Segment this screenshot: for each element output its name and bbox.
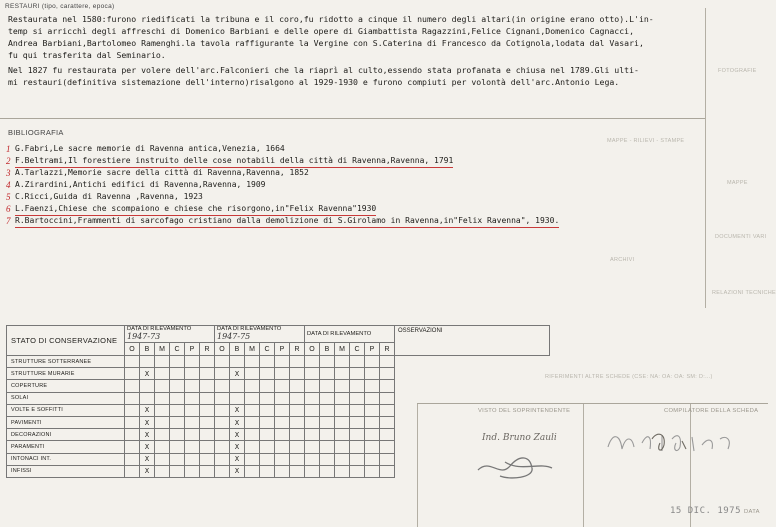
condition-cell [335,368,350,380]
condition-cell [215,392,230,404]
entry-text: L.Faenzi,Chiese che scompaiono e chiese che risorgono,in"Felix Ravenna"1930 [15,203,376,216]
column-header: M [155,343,170,356]
condition-cell [125,392,140,404]
entry-number: 5 [6,192,11,202]
condition-cell [365,465,380,477]
condition-cell [200,368,215,380]
condition-cell [335,392,350,404]
entry-text: A.Zirardini,Antichi edifici di Ravenna,Ravenna, 1909 [15,180,266,189]
entry-number: 6 [6,204,11,214]
condition-cell [380,465,395,477]
condition-cell [260,380,275,392]
survey-date-label: DATA DI RILEVAMENTO [307,330,372,337]
condition-cell [275,429,290,441]
condition-cell [125,429,140,441]
condition-cell [290,392,305,404]
table-row [7,416,550,428]
condition-cell [275,392,290,404]
restauri-line: Nel 1827 fu restaurata per volere dell'arc.Falconieri che la riaprì al culto,essendo stata profanata e chiusa nel 1789.Gli ulti- [8,65,639,75]
condition-cell [335,429,350,441]
condition-cell [185,441,200,453]
condition-cell [155,465,170,477]
mappe-label: MAPPE - RILIEVI - STAMPE [607,138,685,144]
condition-cell [275,441,290,453]
condition-cell [290,356,305,368]
condition-cell [335,356,350,368]
restauri-label: RESTAURI (tipo, carattere, epoca) [5,3,115,10]
condition-cell [215,416,230,428]
condition-cell [305,380,320,392]
condition-cell [185,429,200,441]
scheda-date: 15 DIC. 1975 [670,506,742,516]
entry-number: 4 [6,180,11,190]
condition-cell [335,453,350,465]
visto-label: VISTO DEL SOPRINTENDENTE [478,408,571,414]
entry-text: C.Ricci,Guida di Ravenna ,Ravenna, 1923 [15,192,203,201]
condition-cell [170,453,185,465]
condition-cell [185,453,200,465]
condition-cell [185,404,200,416]
condition-cell [125,441,140,453]
condition-cell [185,380,200,392]
column-header: B [320,343,335,356]
condition-cell [245,392,260,404]
condition-cell: X [230,416,245,428]
row-label: PAVIMENTI [7,416,125,428]
restauri-line: Andrea Barbiani,Bartolomeo Ramenghi.la tavola raffigurante la Vergine con S.Caterina di Francesco da Cotignola,lodata dal Vasari, [8,38,644,48]
condition-cell [230,356,245,368]
condition-cell [125,380,140,392]
column-header: P [185,343,200,356]
condition-cell [170,404,185,416]
condition-cell [125,416,140,428]
condition-cell [245,453,260,465]
survey-date-1: 1947-73 [127,332,161,341]
condition-cell [350,380,365,392]
condition-cell [155,404,170,416]
column-header: P [365,343,380,356]
condition-cell [320,465,335,477]
bibliografia-label: BIBLIOGRAFIA [8,128,64,137]
condition-cell: X [230,404,245,416]
table-row [7,429,550,441]
column-header: C [350,343,365,356]
entry-text: R.Bartoccini,Frammenti di sarcofago cristiano dalla demolizione di S.Girolamo in Ravenna,in"Felix Ravenna", 1930. [15,215,559,228]
condition-cell [350,453,365,465]
condition-cell [260,404,275,416]
condition-cell [380,441,395,453]
condition-cell [290,380,305,392]
condition-cell [290,368,305,380]
table-row [7,441,550,453]
condition-cell [305,368,320,380]
condition-cell [260,416,275,428]
condition-cell [350,441,365,453]
column-header: O [215,343,230,356]
condition-cell [185,392,200,404]
osservazioni-label: OSSERVAZIONI [395,326,550,356]
condition-cell [215,380,230,392]
condition-cell [365,429,380,441]
row-label: DECORAZIONI [7,429,125,441]
condition-cell [305,465,320,477]
right-margin-rule [705,8,706,308]
condition-cell [335,416,350,428]
condition-cell [185,416,200,428]
condition-cell [200,380,215,392]
archivi-label: ARCHIVI [610,257,635,263]
entry-number: 7 [6,216,11,226]
condition-cell [365,416,380,428]
condition-cell [260,368,275,380]
condition-cell [140,392,155,404]
condition-cell [215,441,230,453]
column-header: R [380,343,395,356]
condition-cell [200,429,215,441]
row-label: STRUTTURE MURARIE [7,368,125,380]
condition-cell [170,416,185,428]
survey-date-label: DATA DI RILEVAMENTO [127,326,192,332]
fotografie-label: FOTOGRAFIE [718,68,757,74]
condition-cell [215,465,230,477]
condition-cell [245,356,260,368]
entry-number: 3 [6,168,11,178]
condition-cell [215,356,230,368]
condition-cell [200,356,215,368]
condition-cell [170,392,185,404]
condition-cell [380,356,395,368]
condition-cell [245,404,260,416]
entry-text: F.Beltrami,Il forestiere instruito delle cose notabili della città di Ravenna,Ravenna, 1791 [15,155,453,168]
restauri-line: fu qui trasferita dal Seminario. [8,50,166,60]
entry-text: A.Tarlazzi,Memorie sacre della città di Ravenna,Ravenna, 1852 [15,168,309,177]
condition-cell [200,453,215,465]
entry-text: G.Fabri,Le sacre memorie di Ravenna antica,Venezia, 1664 [15,144,285,153]
condition-cell [380,404,395,416]
condition-cell [215,429,230,441]
condition-cell [230,392,245,404]
condition-cell [155,392,170,404]
condition-cell [215,453,230,465]
condition-cell [365,368,380,380]
condition-cell [170,429,185,441]
condition-cell [155,429,170,441]
row-label: SOLAI [7,392,125,404]
row-label: STRUTTURE SOTTERRANEE [7,356,125,368]
section-divider [0,118,705,119]
footer-divider [583,403,584,527]
condition-cell [275,404,290,416]
condition-cell: X [140,368,155,380]
condition-cell [305,392,320,404]
condition-cell [185,356,200,368]
condition-cell [380,392,395,404]
condition-cell [140,380,155,392]
condition-cell [350,416,365,428]
column-header: M [335,343,350,356]
condition-cell [320,404,335,416]
condition-cell [380,453,395,465]
condition-cell [215,404,230,416]
table-row [7,404,550,416]
condition-cell [365,380,380,392]
condition-cell [230,380,245,392]
condition-cell [335,441,350,453]
condition-cell [155,368,170,380]
entry-number: 2 [6,156,11,166]
condition-cell [290,416,305,428]
condition-cell [155,380,170,392]
condition-cell [200,416,215,428]
condition-cell [335,404,350,416]
condition-cell [305,356,320,368]
condition-cell [200,404,215,416]
condition-cell [125,453,140,465]
condition-cell [215,368,230,380]
condition-cell [245,416,260,428]
mappe-side-label: MAPPE [727,180,748,186]
condition-cell [305,441,320,453]
riferimenti-label: RIFERIMENTI ALTRE SCHEDE (CSE: NA: OA: OA: SM: D:...) [545,374,713,380]
column-header: O [125,343,140,356]
condition-cell [245,380,260,392]
table-row [7,356,550,368]
condition-cell [260,429,275,441]
condition-cell [245,441,260,453]
condition-cell [275,356,290,368]
condition-cell [380,380,395,392]
column-header: R [290,343,305,356]
condition-cell: X [140,465,155,477]
condition-cell [260,465,275,477]
condition-cell [125,368,140,380]
condition-cell [200,392,215,404]
footer-divider [417,403,418,527]
condition-cell [185,368,200,380]
table-row [7,368,550,380]
condition-cell [305,453,320,465]
condition-cell: X [140,453,155,465]
condition-cell [320,429,335,441]
condition-cell [275,380,290,392]
condition-cell [275,465,290,477]
condition-cell [365,404,380,416]
condition-cell [350,429,365,441]
condition-cell [335,465,350,477]
condition-cell [365,392,380,404]
compilatore-label: COMPILATORE DELLA SCHEDA [664,408,759,414]
entry-number: 1 [6,144,11,154]
condition-cell [320,356,335,368]
column-header: C [260,343,275,356]
condition-cell [275,453,290,465]
condition-cell [335,380,350,392]
condition-cell [170,380,185,392]
condition-cell: X [230,453,245,465]
condition-cell [380,368,395,380]
condition-cell [245,368,260,380]
condition-cell [305,416,320,428]
condition-cell [320,441,335,453]
condition-cell: X [230,368,245,380]
condition-cell [350,368,365,380]
survey-date-2: 1947-75 [217,332,251,341]
condition-cell [140,356,155,368]
survey-date-label: DATA DI RILEVAMENTO [217,326,282,332]
condition-cell [320,392,335,404]
condition-cell [260,441,275,453]
condition-cell: X [140,404,155,416]
conservation-title: STATO DI CONSERVAZIONE [7,326,125,356]
condition-cell [245,429,260,441]
condition-cell [275,416,290,428]
row-label: VOLTE E SOFFITTI [7,404,125,416]
condition-cell [380,429,395,441]
column-header: M [245,343,260,356]
condition-cell [350,392,365,404]
condition-cell [320,368,335,380]
condition-cell [155,356,170,368]
survey-date-header-3 [305,326,395,343]
condition-cell [290,465,305,477]
column-header: P [275,343,290,356]
column-header: B [230,343,245,356]
condition-cell [170,356,185,368]
condition-cell: X [140,429,155,441]
condition-cell [350,356,365,368]
condition-cell [290,453,305,465]
condition-cell [380,416,395,428]
condition-cell [185,465,200,477]
restauri-line: Restaurata nel 1580:furono riedificati la tribuna e il coro,fu ridotto a cinque il numero degli altari(in origine erano otto).L'in- [8,14,654,24]
row-label: COPERTURE [7,380,125,392]
condition-cell [155,441,170,453]
condition-cell [305,404,320,416]
condition-cell [320,453,335,465]
condition-cell [290,441,305,453]
condition-cell: X [230,441,245,453]
table-row [7,380,550,392]
condition-cell [170,441,185,453]
data-label: DATA [744,509,760,515]
condition-cell [290,404,305,416]
condition-cell [200,465,215,477]
conservation-table [6,325,550,478]
column-header: O [305,343,320,356]
condition-cell [260,392,275,404]
condition-cell [275,368,290,380]
condition-cell [125,465,140,477]
condition-cell: X [230,465,245,477]
condition-cell: X [140,416,155,428]
condition-cell [125,404,140,416]
conservation-rows [7,356,550,478]
row-label: PARAMENTI [7,441,125,453]
footer-top-rule [417,403,768,404]
condition-cell [170,465,185,477]
compilatore-signature [602,425,752,459]
column-header: C [170,343,185,356]
condition-cell [155,453,170,465]
restauri-line: mi restauri(definitiva sistemazione dell'interno)risalgono al 1929-1930 e furono compiuti per volontà dell'arc.Antonio Lega. [8,77,620,87]
condition-cell: X [140,441,155,453]
condition-cell [245,465,260,477]
condition-cell [155,416,170,428]
condition-cell [350,465,365,477]
condition-cell [365,356,380,368]
restauri-line: temp si arricchì degli affreschi di Domenico Barbiani e delle opere di Giambattista Ragazzini,Felice Cignani,Domenico Cagnacci, [8,26,635,36]
column-header: R [200,343,215,356]
condition-cell [320,380,335,392]
survey-date-header-2 [215,326,305,343]
condition-cell [305,429,320,441]
soprintendente-stamp: Ind. Bruno Zauli [482,433,557,443]
table-row [7,465,550,477]
condition-cell [365,453,380,465]
relazioni-label: RELAZIONI TECNICHE [712,290,776,296]
condition-cell [170,368,185,380]
condition-cell [125,356,140,368]
column-header: B [140,343,155,356]
condition-cell [260,356,275,368]
survey-date-header-1 [125,326,215,343]
condition-cell [290,429,305,441]
soprintendente-signature [470,448,560,488]
condition-cell: X [230,429,245,441]
condition-cell [320,416,335,428]
condition-cell [200,441,215,453]
condition-cell [365,441,380,453]
condition-cell [260,453,275,465]
table-row [7,453,550,465]
condition-cell [350,404,365,416]
documenti-label: DOCUMENTI VARI [715,234,767,240]
row-label: INFISSI [7,465,125,477]
row-label: INTONACI INT. [7,453,125,465]
